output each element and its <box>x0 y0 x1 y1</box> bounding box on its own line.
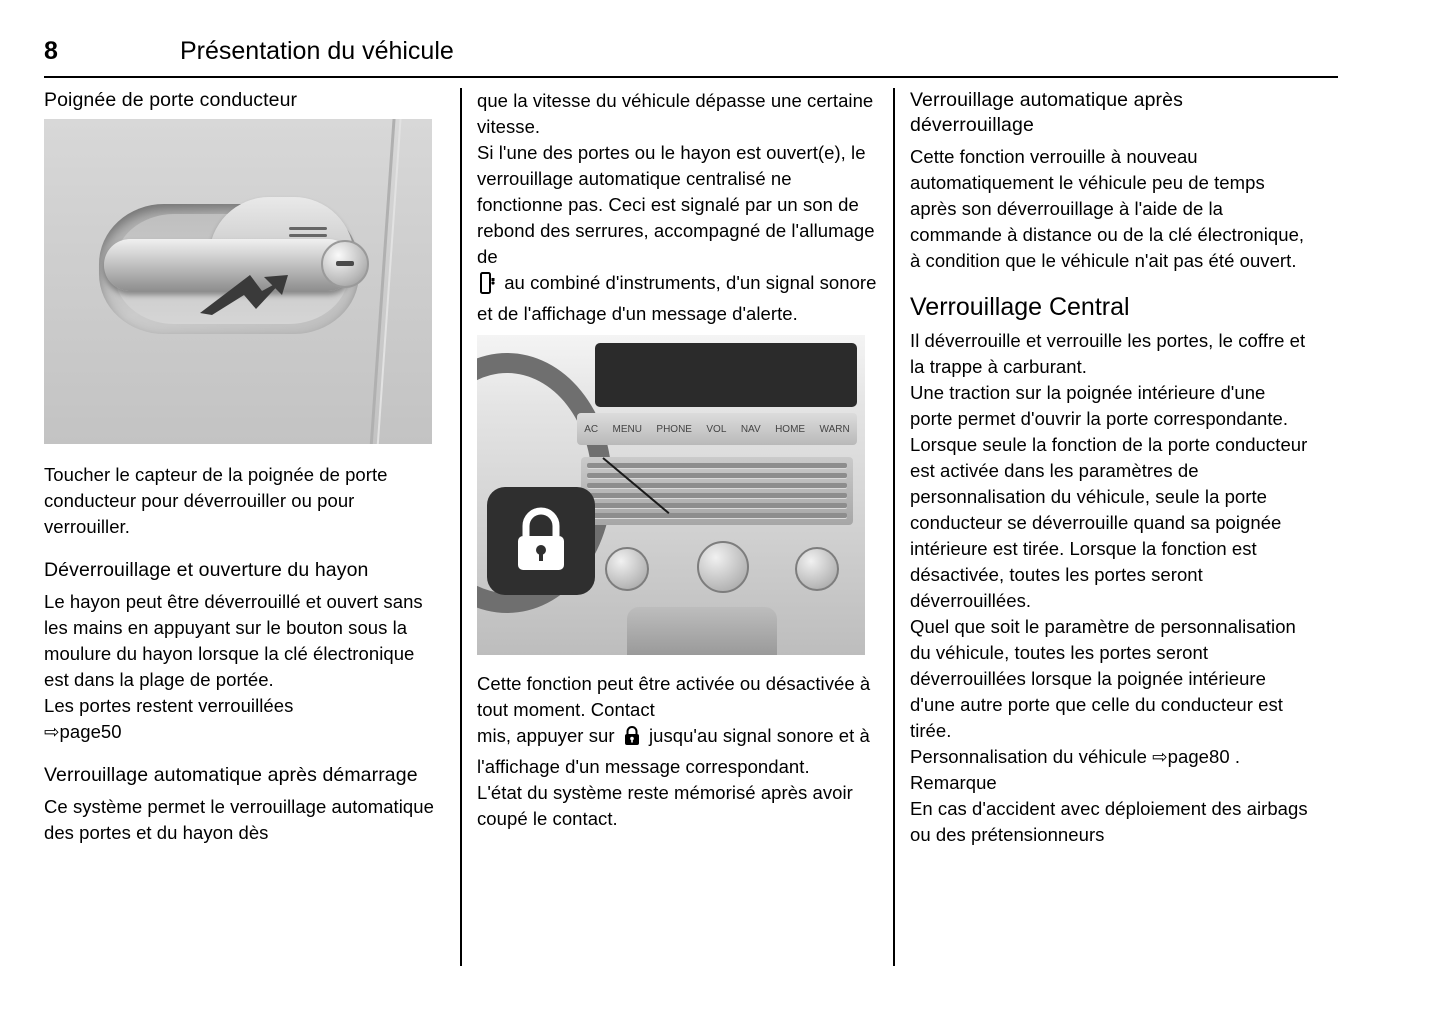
paragraph-function-toggle: Cette fonction peut être activée ou désactivée à tout moment. Contact <box>477 673 871 720</box>
button-ac: AC <box>584 423 599 435</box>
button-vol: VOL <box>706 423 727 435</box>
paragraph-state-memorized: L'état du système reste mémorisé après avoir coupé le contact. <box>477 782 853 829</box>
paragraph-tailgate: Le hayon peut être déverrouillé et ouvert sans les mains en appuyant sur le bouton sous la moulure du hayon lorsque la clé électronique est dans la plage de portée. <box>44 591 423 690</box>
column-2 <box>477 88 877 968</box>
paragraph-speed-threshold: que la vitesse du véhicule dépasse une certaine vitesse. <box>477 90 874 137</box>
paragraph-press-button-prefix: mis, appuyer sur <box>477 725 615 746</box>
page-header <box>44 36 1338 78</box>
lock-button-icon <box>623 725 641 754</box>
center-button-row <box>577 413 857 445</box>
paragraph-autolock-unlock: Cette fonction verrouille à nouveau automatiquement le véhicule peu de temps après son déverrouillage à l'aide de la commande à distance ou de la clé électronique, à condition que le véhicule n'ait pas été ouvert. <box>910 146 1305 271</box>
body-panel-line <box>369 119 396 444</box>
paragraph-door-open-warning: Si l'une des portes ou le hayon est ouvert(e), le verrouillage automatique centralisé ne fonctionne pas. Ceci est signalé par un son de rebond des serrures, accompagné de l'allumage de <box>477 142 875 267</box>
paragraph-cluster-indicator-text: au combiné d'instruments, d'un signal sonore et de l'affichage d'un message d'alerte. <box>477 272 877 324</box>
page-number: 8 <box>44 37 58 65</box>
paragraph-autolock-start: Ce système permet le verrouillage automatique des portes et du hayon dès <box>44 796 434 843</box>
page-reference-80[interactable]: Personnalisation du véhicule ⇨page80 . <box>910 746 1241 767</box>
paragraph-press-button-suffix: jusqu'au signal sonore et à l'affichage d'un message correspondant. <box>477 725 870 777</box>
infotainment-screen <box>595 343 857 407</box>
note-label: Remarque <box>910 772 997 793</box>
column-separator-2 <box>877 88 910 968</box>
page-columns <box>44 88 1344 968</box>
column-3 <box>910 88 1310 968</box>
paragraph-inner-handle: Une traction sur la poignée intérieure d'une porte permet d'ouvrir la porte correspondante. <box>910 382 1289 429</box>
heading-door-handle: Poignée de porte conducteur <box>44 89 298 111</box>
heading-autolock-after-start: Verrouillage automatique après démarrage <box>44 764 418 786</box>
heading-tailgate-unlock: Déverrouillage et ouverture du hayon <box>44 559 369 581</box>
button-nav: NAV <box>740 423 761 435</box>
center-console <box>627 607 777 655</box>
hvac-knob-right <box>795 547 839 591</box>
page-reference-50[interactable]: ⇨page50 <box>44 721 122 742</box>
column-separator-1 <box>444 88 477 968</box>
door-handle-illustration <box>44 119 432 444</box>
dashboard-lock-illustration <box>477 335 865 655</box>
central-lock-badge <box>487 487 595 595</box>
touch-arrow-icon <box>192 269 302 317</box>
paragraph-touch-sensor: Toucher le capteur de la poignée de porte conducteur pour déverrouiller ou pour verrouiller. <box>44 464 388 537</box>
sensor-lines-icon <box>289 227 327 243</box>
door-ajar-icon <box>480 272 496 301</box>
paragraph-doors-locked: Les portes restent verrouillées <box>44 695 294 716</box>
hvac-knob-left <box>605 547 649 591</box>
heading-autolock-after-unlock: Verrouillage automatique après déverrouillage <box>910 89 1183 136</box>
paragraph-press-button <box>477 723 877 780</box>
paragraph-central-locking-scope: Il déverrouille et verrouille les portes, le coffre et la trappe à carburant. <box>910 330 1306 377</box>
button-phone: PHONE <box>656 423 692 435</box>
paragraph-driver-door-setting: Lorsque seule la fonction de la porte conducteur est activée dans les paramètres de personnalisation du véhicule, seule la porte conducteur se déverrouille quand sa poignée intérieure est tirée. Lorsque la fonction est désactivée, toutes les portes seront déverrouillées. <box>910 434 1308 611</box>
button-warn: WARN <box>819 423 850 435</box>
column-1 <box>44 88 444 968</box>
lock-cylinder-icon <box>321 240 369 288</box>
paragraph-accident-airbags: En cas d'accident avec déploiement des airbags ou des prétensionneurs <box>910 798 1308 845</box>
hvac-knob-center <box>697 541 749 593</box>
button-menu: MENU <box>612 423 642 435</box>
heading-central-locking: Verrouillage Central <box>910 293 1130 321</box>
paragraph-cluster-indicator <box>477 270 877 327</box>
padlock-icon <box>510 506 572 576</box>
paragraph-other-door-handle: Quel que soit le paramètre de personnalisation du véhicule, toutes les portes seront déverrouillées lorsque la poignée intérieure d'une autre porte que celle du conducteur est tirée. <box>910 616 1296 741</box>
page-title: Présentation du véhicule <box>180 37 454 65</box>
air-vents <box>581 457 853 525</box>
button-home: HOME <box>775 423 806 435</box>
